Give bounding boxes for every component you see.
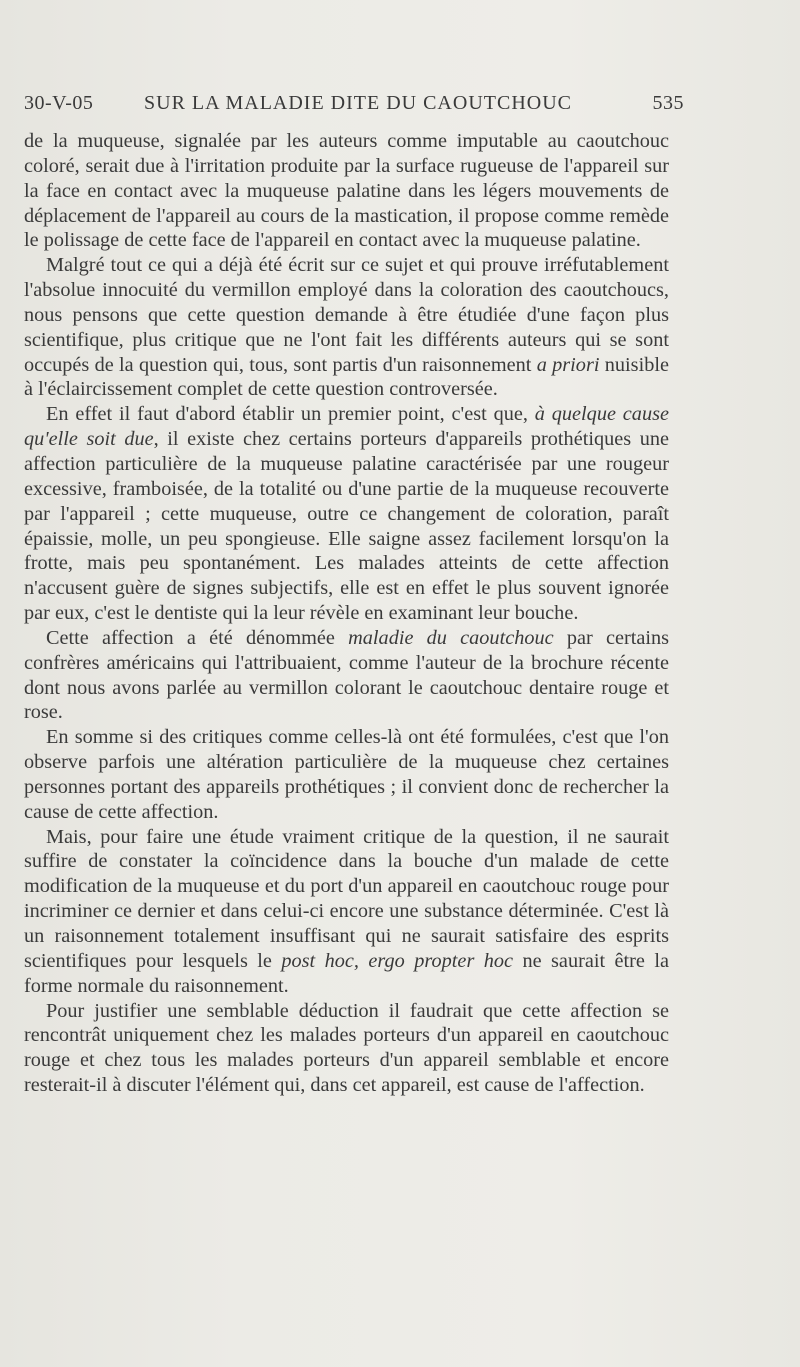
paragraph-3 [24, 402, 669, 626]
header-title: SUR LA MALADIE DITE DU CAOUTCHOUC [144, 92, 572, 114]
paragraph-5-text: En somme si des critiques comme celles-là ont été formulées, c'est que l'on observe parfois une altération particulière de la muqueuse chez certaines personnes portant des appareils prothétiques ; il convient donc de rechercher la cause de cette affection. [24, 726, 669, 823]
paragraph-2 [24, 253, 669, 402]
paragraph-4-text-a: Cette affection a été dénommée [46, 626, 349, 649]
paragraph-3-italic: à quelque cause qu'elle soit due [24, 403, 669, 451]
paragraph-6 [24, 825, 669, 999]
paragraph-6-text-b: ne saurait être la forme normale du raisonnement. [24, 949, 669, 997]
body-text [24, 129, 669, 1098]
paragraph-6-italic: post hoc, ergo propter hoc [281, 949, 514, 972]
paragraph-2-text-a: Malgré tout ce qui a déjà été écrit sur ce sujet et qui prouve irréfutablement l'absolue innocuité du vermillon employé dans la coloration des caoutchoucs, nous pensons que cette question demande à être étudiée d'une façon plus scientifique, plus critique que ne l'ont fait les différents auteurs qui se sont occupés de la question qui, tous, sont partis d'un raisonnement [24, 254, 669, 376]
paragraph-3-text-a: En effet il faut d'abord établir un premier point, c'est que, [46, 403, 535, 426]
paragraph-1-text: de la muqueuse, signalée par les auteurs comme imputable au caoutchouc coloré, serait due à l'irritation produite par la surface rugueuse de l'appareil sur la face en contact avec la muqueuse palatine dans les légers mouvements de déplacement de l'appareil au cours de la mastication, il propose comme remède le polissage de cette face de l'appareil en contact avec la muqueuse palatine. [24, 130, 669, 252]
paragraph-4-italic: maladie du caoutchouc [348, 626, 554, 649]
page-number: 535 [652, 92, 684, 114]
paragraph-7 [24, 999, 669, 1098]
paragraph-1 [24, 129, 669, 253]
paragraph-2-text-b: nuisible à l'éclaircissement complet de cette question controversée. [24, 353, 669, 401]
header-date: 30-V-05 [24, 92, 94, 114]
paragraph-5 [24, 725, 669, 824]
paragraph-6-text-a: Mais, pour faire une étude vraiment critique de la question, il ne saurait suffire de constater la coïncidence dans la bouche d'un malade de cette modification de la muqueuse et du port d'un appareil en caoutchouc rouge pour incriminer ce dernier et dans celui-ci encore une substance déterminée. C'est là un raisonnement totalement insuffisant qui ne saurait satisfaire des esprits scientifiques pour lesquels le [24, 825, 669, 972]
running-head [24, 92, 684, 120]
paragraph-2-italic: a priori [536, 353, 600, 376]
paragraph-4-text-b: par certains confrères américains qui l'attribuaient, comme l'auteur de la brochure récente dont nous avons parlée au vermillon colorant le caoutchouc dentaire rouge et rose. [24, 626, 669, 724]
paragraph-3-text-b: , il existe chez certains porteurs d'appareils prothétiques une affection particulière de la muqueuse palatine caractérisée par une rougeur excessive, framboisée, de la totalité ou d'une partie de la muqueuse recouverte par l'appareil ; cette muqueuse, outre ce changement de coloration, paraît épaissie, molle, un peu spongieuse. Elle saigne assez facilement lorsqu'on la frotte, mais peu spontanément. Les malades atteints de cette affection n'accusent guère de signes subjectifs, elle est en effet le plus souvent ignorée par eux, c'est le dentiste qui la leur révèle en examinant leur bouche. [24, 428, 669, 625]
paragraph-7-text: Pour justifier une semblable déduction il faudrait que cette affection se rencontrât uniquement chez les malades porteurs d'un appareil en caoutchouc rouge et chez tous les malades porteurs d'un appareil semblable et encore resterait-il à discuter l'élément qui, dans cet appareil, est cause de l'affection. [24, 999, 669, 1097]
paragraph-4 [24, 626, 669, 725]
